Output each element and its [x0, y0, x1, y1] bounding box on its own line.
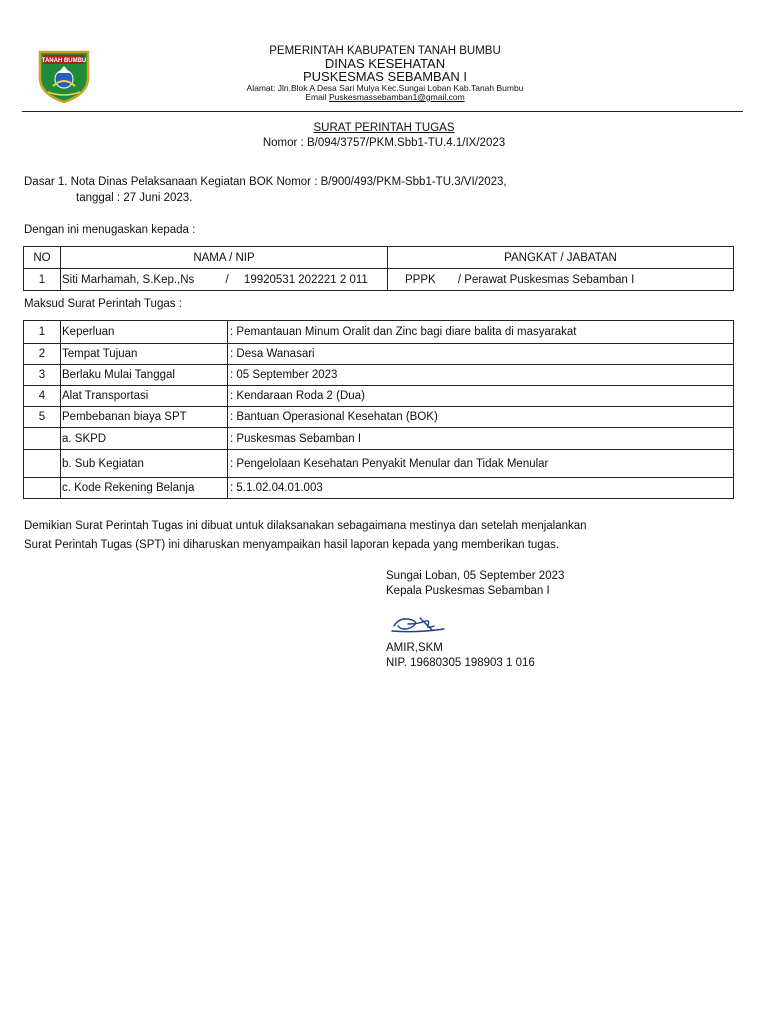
purpose-value-text: Kendaraan Roda 2 (Dua): [236, 390, 365, 402]
purpose-value-text: Bantuan Operasional Kesehatan (BOK): [236, 411, 438, 423]
purpose-row: [24, 365, 734, 386]
kop-institution: PUSKESMAS SEBAMBAN I: [303, 69, 467, 84]
handwritten-signature: [390, 612, 446, 636]
dasar-line-2: tanggal : 27 Juni 2023.: [76, 192, 193, 204]
regency-logo: [36, 48, 92, 104]
assignee-table: [23, 246, 734, 291]
assignee-nip: 19920531 202221 2 011: [243, 273, 368, 286]
purpose-value-text: Pemantauan Minum Oralit dan Zinc bagi diare balita di masyarakat: [236, 326, 577, 338]
assignee-header-row: [24, 247, 734, 269]
assignee-rank-position: [388, 269, 734, 291]
document-number: Nomor : B/094/3757/PKM.Sbb1-TU.4.1/IX/2023: [262, 137, 506, 149]
purpose-colon: :: [230, 348, 234, 360]
assignee-name-nip: [61, 269, 388, 291]
header-pangkat: PANGKAT / JABATAN: [388, 247, 734, 269]
purpose-label-cell: Berlaku Mulai Tanggal: [61, 365, 228, 386]
purpose-colon: :: [230, 326, 234, 338]
document-title: SURAT PERINTAH TUGAS: [313, 122, 455, 134]
purpose-label-cell: b. Sub Kegiatan: [61, 450, 228, 478]
email-label: Email: [305, 92, 327, 102]
assignee-name: Siti Marhamah, S.Kep.,Ns: [62, 273, 195, 286]
purpose-colon: :: [230, 369, 234, 381]
purpose-value: [228, 365, 734, 386]
purpose-value-text: 5.1.02.04.01.003: [236, 482, 323, 494]
purpose-label-cell: Keperluan: [61, 321, 228, 344]
purpose-label-cell: Pembebanan biaya SPT: [61, 407, 228, 428]
purpose-value: [228, 321, 734, 344]
header-nama: NAMA / NIP: [61, 247, 388, 269]
purpose-value-text: 05 September 2023: [236, 369, 338, 381]
purpose-row: [24, 450, 734, 478]
purpose-colon: :: [230, 457, 234, 470]
purpose-no: 5: [24, 407, 61, 428]
purpose-value: [228, 407, 734, 428]
purpose-label-cell: Tempat Tujuan: [61, 344, 228, 365]
purpose-value-text: Pengelolaan Kesehatan Penyakit Menular dan Tidak Menular: [236, 457, 549, 470]
purpose-label: Maksud Surat Perintah Tugas :: [24, 298, 182, 310]
purpose-value-text: Puskesmas Sebamban I: [236, 432, 362, 445]
header-divider: [22, 111, 743, 112]
purpose-value: [228, 450, 734, 478]
purpose-value-text: Desa Wanasari: [236, 348, 315, 360]
purpose-value: [228, 428, 734, 450]
assignee-position: / Perawat Puskesmas Sebamban I: [457, 273, 635, 286]
purpose-no: [24, 428, 61, 450]
purpose-label-cell: Alat Transportasi: [61, 386, 228, 407]
kop-government: PEMERINTAH KABUPATEN TANAH BUMBU: [269, 45, 501, 57]
signature-position: Kepala Puskesmas Sebamban I: [386, 585, 550, 597]
closing-line-1: Demikian Surat Perintah Tugas ini dibuat untuk dilaksanakan sebagaimana mestinya dan setelah menjalankan: [24, 520, 587, 532]
purpose-colon: :: [230, 411, 234, 423]
purpose-row: [24, 428, 734, 450]
purpose-no: 2: [24, 344, 61, 365]
purpose-row: [24, 478, 734, 499]
purpose-value: [228, 478, 734, 499]
purpose-no: 4: [24, 386, 61, 407]
purpose-no: 3: [24, 365, 61, 386]
purpose-no: [24, 478, 61, 499]
dasar-line-1: Dasar 1. Nota Dinas Pelaksanaan Kegiatan BOK Nomor : B/900/493/PKM-Sbb1-TU.3/VI/2023,: [24, 176, 507, 188]
purpose-value: [228, 386, 734, 407]
signatory-name: AMIR,SKM: [386, 642, 443, 654]
purpose-colon: :: [230, 482, 234, 494]
purpose-row: [24, 386, 734, 407]
purpose-label-cell: a. SKPD: [61, 428, 228, 450]
kop-email-line: [150, 93, 620, 102]
purpose-no: 1: [24, 321, 61, 344]
assignee-no: 1: [24, 269, 61, 291]
purpose-label-cell: c. Kode Rekening Belanja: [61, 478, 228, 499]
signatory-nip: NIP. 19680305 198903 1 016: [386, 657, 535, 669]
kop-agency: DINAS KESEHATAN: [324, 56, 446, 71]
assignee-row: [24, 269, 734, 291]
assignee-separator: /: [225, 273, 229, 286]
signature-place-date: Sungai Loban, 05 September 2023: [386, 570, 565, 582]
purpose-value: [228, 344, 734, 365]
purpose-row: [24, 321, 734, 344]
assignment-intro: Dengan ini menugaskan kepada :: [24, 224, 196, 236]
purpose-colon: :: [230, 432, 234, 445]
purpose-table: [23, 320, 734, 499]
header-no: NO: [24, 247, 61, 269]
logo-text: TANAH BUMBU: [41, 58, 87, 64]
closing-line-2: Surat Perintah Tugas (SPT) ini diharuskan menyampaikan hasil laporan kepada yang memberikan tugas.: [24, 539, 560, 551]
kop-address: Alamat: Jln.Blok A Desa Sari Mulya Kec.Sungai Loban Kab.Tanah Bumbu: [246, 83, 524, 93]
purpose-colon: :: [230, 390, 234, 402]
purpose-row: [24, 344, 734, 365]
assignee-rank: PPPK: [405, 273, 436, 286]
purpose-row: [24, 407, 734, 428]
email-link[interactable]: Puskesmassebamban1@gmail.com: [328, 92, 465, 102]
purpose-no: [24, 450, 61, 478]
